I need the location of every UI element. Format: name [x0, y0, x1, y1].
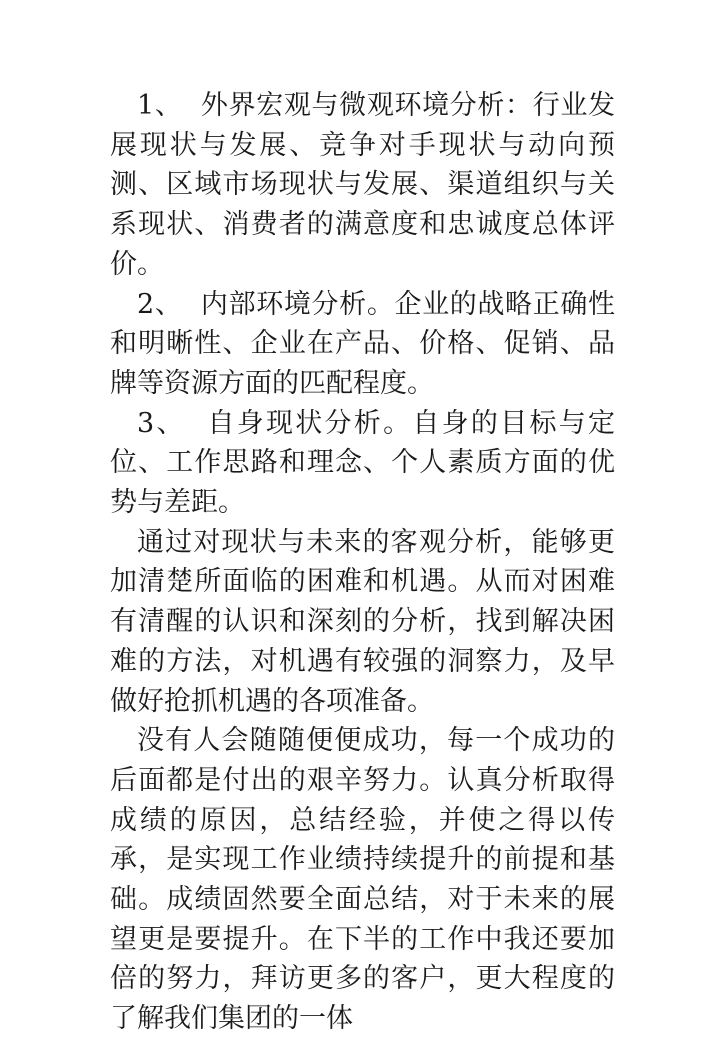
paragraph-success-summary: 没有人会随随便便成功，每一个成功的后面都是付出的艰辛努力。认真分析取得成绩的原因，总结经验，并使之得以传承，是实现工作业绩持续提升的前提和基础。成绩固然要全面总结，对于未来的展望更是要提升。在下半的工作中我还要加倍的努力，拜访更多的客户，更大程度的了解我们集团的一体: [110, 725, 615, 1035]
paragraph-external-analysis: 1、 外界宏观与微观环境分析：行业发展现状与发展、竞争对手现状与动向预测、区域市场现状与发展、渠道组织与关系现状、消费者的满意度和忠诚度总体评价。: [110, 90, 615, 280]
paragraph-opportunities: 通过对现状与未来的客观分析，能够更加清楚所面临的困难和机遇。从而对困难有清醒的认识和深刻的分析，找到解决困难的方法，对机遇有较强的洞察力，及早做好抢抓机遇的各项准备。: [110, 526, 615, 717]
paragraph-internal-analysis: 2、 内部环境分析。企业的战略正确性和明晰性、企业在产品、价格、促销、品牌等资源方面的匹配程度。: [110, 288, 615, 399]
paragraph-self-analysis: 3、 自身现状分析。自身的目标与定位、工作思路和理念、个人素质方面的优势与差距。: [110, 407, 615, 519]
document-page: [110, 86, 615, 1039]
